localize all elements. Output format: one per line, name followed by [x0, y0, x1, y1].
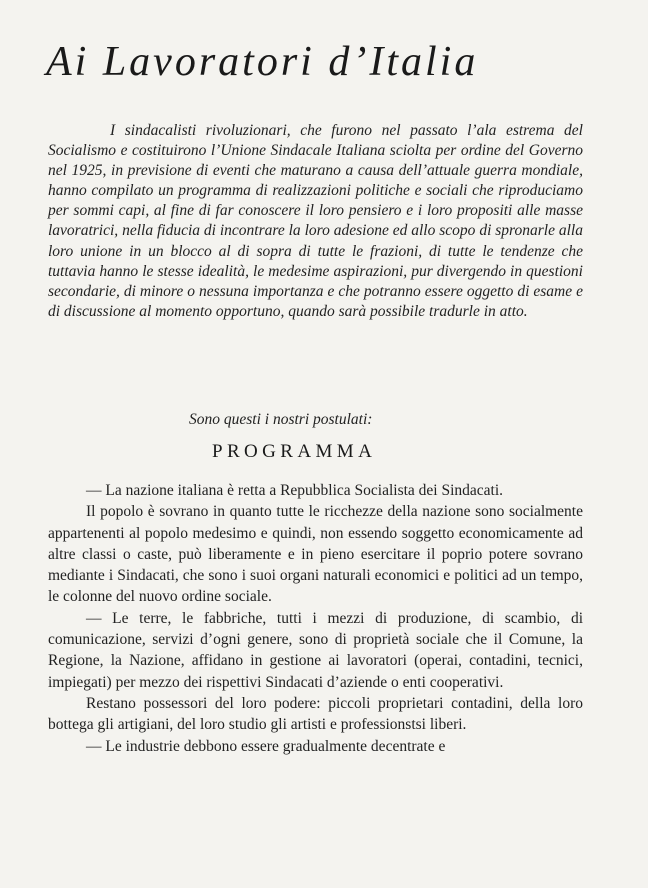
program-paragraph: — Le industrie debbono essere gradualmente decentrate e	[86, 737, 446, 755]
intro-paragraph: I sindacalisti rivoluzionari, che furono nel passato l’ala estrema del Socialismo e costituirono l’Unione Sindacale Italiana sciolta per ordine del Governo nel 1925, in previsione di eventi che maturano a causa dell’attuale guerra mondiale, hanno compilato un programma di realizzazioni politiche e sociali che riproduciamo per sommi capi, al fine di far conoscere il loro pensiero e i loro propositi alle masse lavoratrici, nella fiducia di incontrare la loro adesione ed allo scopo di spronarle alla loro unione in un blocco al di sopra di tutte le frazioni, di tutte le tendenze che tuttavia hanno le stesse idealità, le medesime aspirazioni, pur divergendo in questioni secondarie, di minore o nessuna importanza e che potranno essere oggetto di esame e di discussione al momento opportuno, quando sarà possibile tradurle in atto.	[48, 122, 583, 320]
program-body	[48, 480, 583, 757]
program-paragraph: Restano possessori del loro podere: piccoli proprietari contadini, della loro bottega gli artigiani, del loro studio gli artisti e professionstsi liberi.	[48, 694, 583, 734]
postulati-line: Sono questi i nostri postulati:	[189, 411, 373, 428]
program-paragraph: — La nazione italiana è retta a Repubblica Socialista dei Sindacati.	[86, 482, 504, 499]
page-title: Ai Lavoratori d’Italia	[46, 39, 479, 85]
section-heading: PROGRAMMA	[212, 441, 377, 462]
program-paragraph: — Le terre, le fabbriche, tutti i mezzi di produzione, di scambio, di comunicazione, servizi d’ogni genere, sono di proprietà sociale che il Comune, la Regione, la Nazione, affidano in gestione ai lavoratori (operai, contadini, tecnici, impiegati) per mezzo dei rispettivi Sindacati d’aziende o enti cooperativi.	[48, 609, 583, 691]
program-paragraph: Il popolo è sovrano in quanto tutte le ricchezze della nazione sono socialmente appartenenti al popolo medesimo e quindi, non essendo soggetto economicamente ad altre classi o caste, può liberamente e in pieno esercitare il poprio potere sovrano mediante i Sindacati, che sono i suoi organi naturali economici e politici ad un tempo, le colonne del nuovo ordine sociale.	[48, 503, 583, 606]
